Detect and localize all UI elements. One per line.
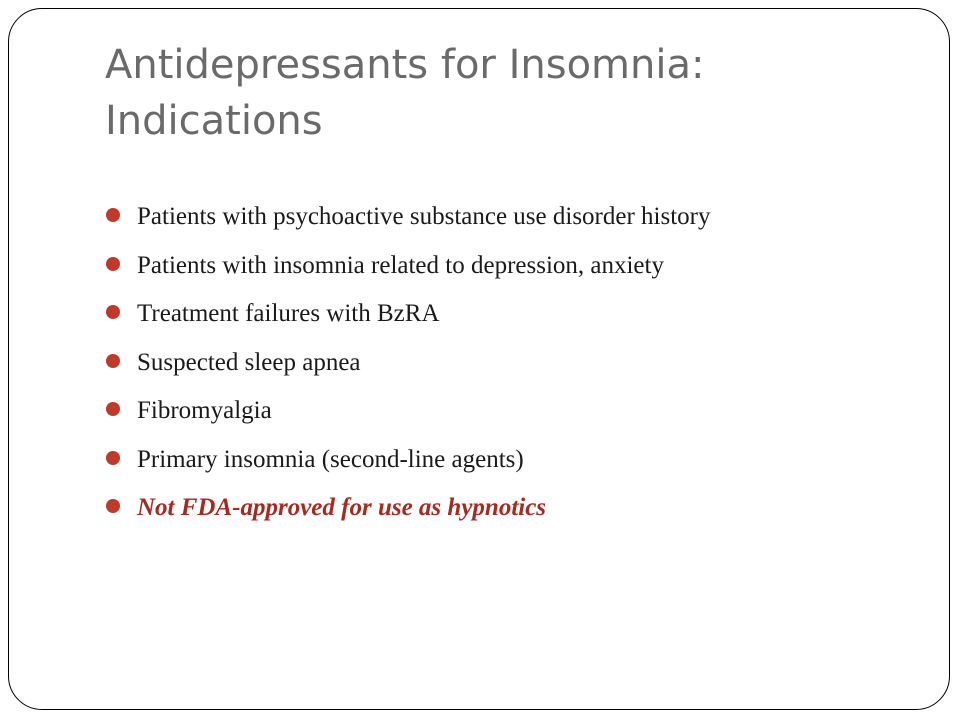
title-line-1: Antidepressants for Insomnia: bbox=[105, 42, 705, 88]
bullet-text: Patients with insomnia related to depression, anxiety bbox=[137, 251, 664, 279]
bullet-dot-icon bbox=[106, 208, 120, 222]
bullet-item-substance-use bbox=[106, 193, 926, 242]
bullet-text-emphasis: Not FDA-approved for use as hypnotics bbox=[137, 494, 547, 522]
title-line-2: Indications bbox=[105, 98, 323, 144]
bullet-text: Fibromyalgia bbox=[137, 397, 272, 425]
bullet-item-fibromyalgia bbox=[106, 387, 926, 436]
bullet-dot-icon bbox=[106, 257, 120, 271]
bullet-dot-icon bbox=[106, 499, 120, 513]
bullet-item-treatment-failures bbox=[106, 290, 926, 339]
bullet-text: Treatment failures with BzRA bbox=[137, 300, 440, 328]
bullet-text: Patients with psychoactive substance use disorder history bbox=[137, 203, 711, 231]
bullet-dot-icon bbox=[106, 402, 120, 416]
bullet-dot-icon bbox=[106, 451, 120, 465]
bullet-text: Primary insomnia (second-line agents) bbox=[137, 445, 524, 473]
bullet-text: Suspected sleep apnea bbox=[137, 348, 361, 376]
slide-title bbox=[105, 37, 905, 149]
bullet-dot-icon bbox=[106, 305, 120, 319]
bullet-dot-icon bbox=[106, 354, 120, 368]
bullet-item-not-fda-approved bbox=[106, 484, 926, 533]
bullet-item-primary-insomnia bbox=[106, 436, 926, 485]
bullet-list bbox=[106, 193, 926, 533]
bullet-item-depression-anxiety bbox=[106, 242, 926, 291]
bullet-item-sleep-apnea bbox=[106, 339, 926, 388]
